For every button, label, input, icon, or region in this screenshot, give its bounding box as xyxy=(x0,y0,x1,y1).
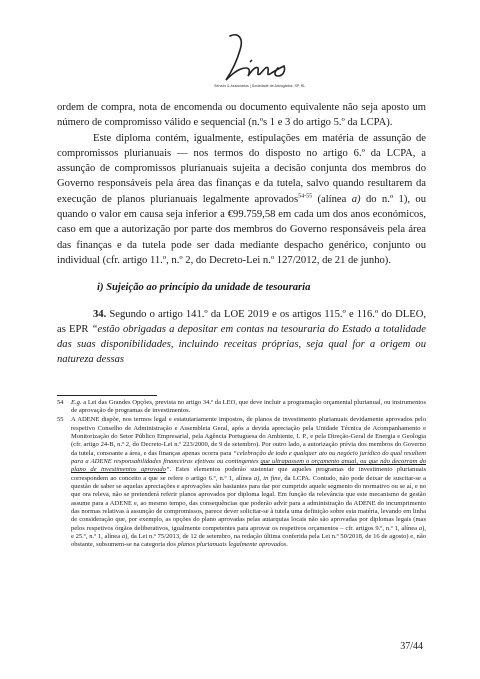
paragraph-34: 34. Segundo o artigo 141.º da LOE 2019 e os artigos 115.º e 116.º do DLEO, as EPR “estão obrigadas a depositar em contas na tesouraria do Estado a totalidade das suas disponibilidades, incluindo receitas próprias, seja qual for a origem ou natureza dessas xyxy=(57,308,426,366)
footnote xyxy=(57,416,426,550)
footnote-number: 55 xyxy=(57,416,64,424)
section-heading: i) Sujeição ao princípio da unidade de tesouraria xyxy=(97,282,311,294)
footnote-ref[interactable]: 54-55 xyxy=(298,193,313,200)
footnote-number: 54 xyxy=(57,399,64,406)
document-body xyxy=(57,100,426,368)
footnote-text: E.g. a Lei das Grandes Opções, prevista no artigo 34.º da LEO, que deve incluir a programação orçamental plurianual, ou instrumentos de aprovação de programas de investimentos. xyxy=(71,399,426,415)
footnote xyxy=(57,399,426,416)
paragraph-2: Este diploma contém, igualmente, estipulações em matéria de assunção de compromissos plurianuais — nos termos do disposto no artigo 6.º da LCPA, a assunção de compromissos plurianuais sujeita a decisão conjunta dos membros do Governo responsáveis pela área das finanças e da tutela, salvo quando resultarem da execução de planos plurianuais legalmente aprovados$^{54-55}$ (alínea a) do n.º 1), ou quando o valor em causa seja inferior a €99.759,58 em cada um dos anos económicos, caso em que a autorização por parte dos membros do Governo responsáveis pela área das finanças e da tutela pode ser dada mediante despacho genérico, conjunto ou individual (cfr. artigo 11.º, n.º 2, do Decreto-Lei n.º 127/2012, de 21 de junho). xyxy=(57,132,427,266)
footnote-text: A ADENE dispõe, nos termos legal e estatutariamente impostos, de planos de investimento plurianuais devidamente aprovados pelo respetivo Conselho de Administração e Assembleia Geral, após a devida apreciação pela Unidade Técnica de Acompanhamento e Monitorização do Setor Público Empresarial, pela Agência Portuguesa do Ambiente, I. P., e pela Direção-Geral de Energia e Geologia (cfr. artigo 24-B, n.º 2, do Decreto-Lei n.º 223/2000, de 9 de setembro). Por outro lado, a autorização prévia dos membros do Governo da tutela, consoante a área, e das finanças apenas ocorra para “celebração de todo e qualquer ato ou negócio jurídico do qual resultem para a ADENE responsabilidades financeiras efetivas ou contingentes que ultrapassem o orçamento anual, ou que não decorram do plano de investimentos aprovado”. Estes elementos poderão sustentar que aqueles programas de investimento plurianuais correspondem ao conceito a que se refere o artigo 6.º, n.º 1, alínea a), in fine, da LCPA. Contudo, não pode deixar de suscitar-se a questão de saber se aquelas apreciações e aprovações são bastantes para dar por cumprido aquele segmento do normativo ou se aí, e no que ora releva, não se pretenderá referir planos aprovados por diploma legal. Em função da relevância que este mecanismo de gestão assume para a ADENE e, ao mesmo tempo, das consequências que poderão advir para a administração da ADENE do incumprimento das normas relativas à assunção de compromissos, parece dever solicitar-se à tutela uma definição sobre esta matéria, levando em linha de consideração que, por exemplo, as opções do plano aprovadas pelas autarquias locais não são aprovadas por diplomas legais (mas pelos respetivos órgãos deliberativos, igualmente competentes para aprovar os respetivos orçamentos – cfr. artigos 9.º, n.º 1, alínea a), e 25.º, n.º 1, alínea a), da Lei n.º 75/2013, de 12 de setembro, na redação última conferida pela Lei n.º 50/2018, de 16 de agosto) e, não obstante, subsumem-se na categoria dos planos plurianuais legalmente aprovados. xyxy=(71,416,427,549)
page-number: 37/44 xyxy=(400,641,423,652)
letterhead-subtitle: Sérvulo & Associados | Sociedade de Advogados, SP, RL xyxy=(214,84,306,88)
footnotes xyxy=(57,399,426,550)
paragraph-number: 34. xyxy=(93,308,107,320)
footnote-separator xyxy=(57,395,157,396)
paragraph-1: ordem de compra, nota de encomenda ou documento equivalente não seja aposto um número de compromisso válido e sequencial (n.ºs 1 e 3 do artigo 5.º da LCPA). xyxy=(57,102,426,129)
